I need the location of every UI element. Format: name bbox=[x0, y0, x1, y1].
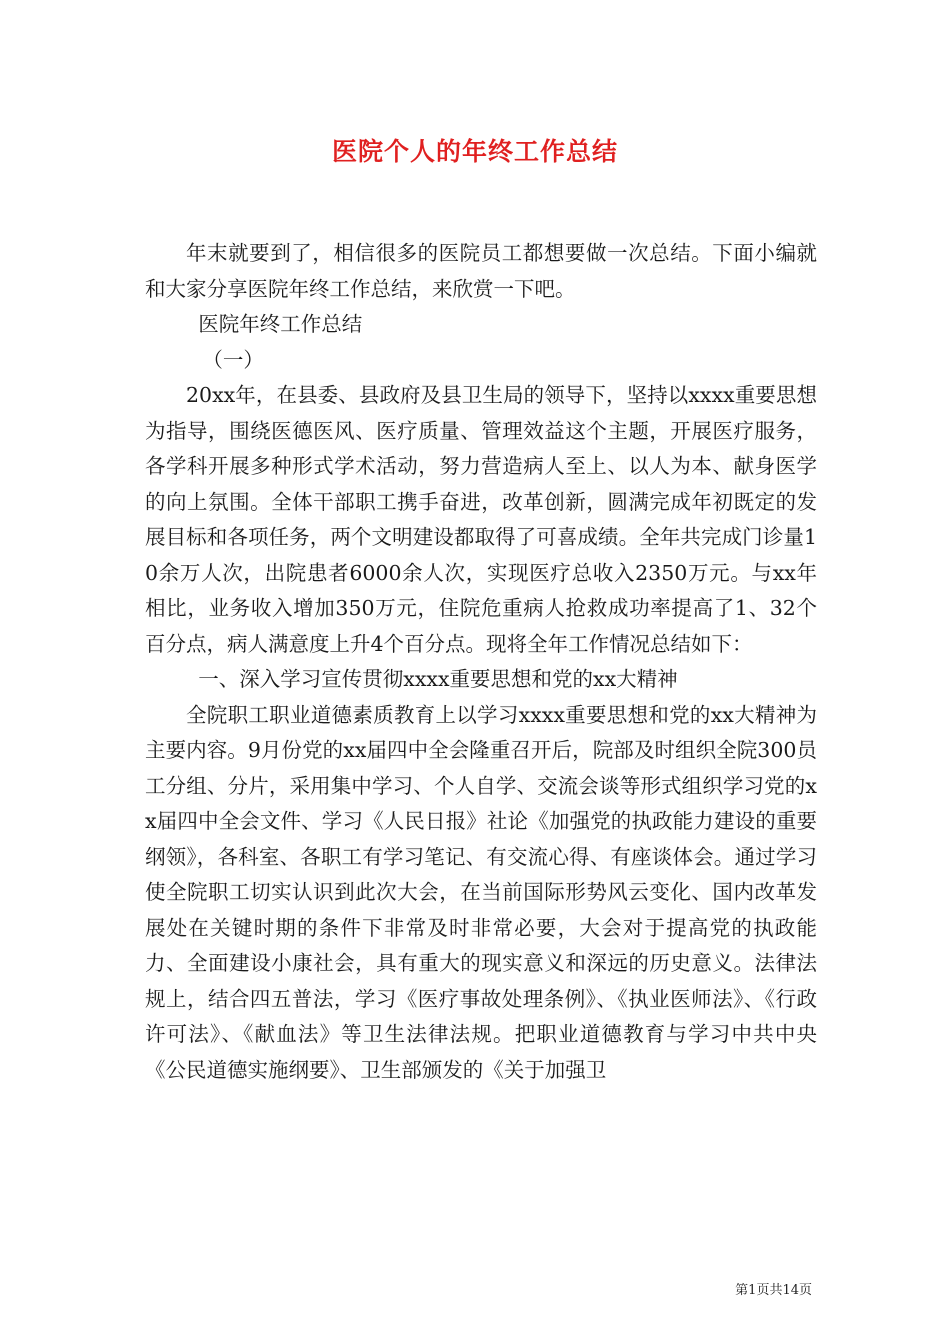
document-body bbox=[145, 236, 817, 1088]
subsection-number: （一） bbox=[202, 347, 264, 372]
item-heading: 一、深入学习宣传贯彻xxxx重要思想和党的xx大精神 bbox=[198, 667, 678, 691]
page-number: 第1页共14页 bbox=[735, 1283, 812, 1298]
summary-paragraph: 20xx年，在县委、县政府及县卫生局的领导下，坚持以xxxx重要思想为指导，围绕医德医风、医疗质量、管理效益这个主题，开展医疗服务，各学科开展多种形式学术活动，努力营造病人至上、以人为本、献身医学的向上氛围。全体干部职工携手奋进，改革创新，圆满完成年初既定的发展目标和各项任务，两个文明建设都取得了可喜成绩。全年共完成门诊量10余万人次，出院患者6000余人次，实现医疗总收入2350万元。与xx年相比，业务收入增加350万元，住院危重病人抢救成功率提高了1、32个百分点，病人满意度上升4个百分点。现将全年工作情况总结如下： bbox=[145, 383, 817, 656]
intro-paragraph: 年末就要到了，相信很多的医院员工都想要做一次总结。下面小编就和大家分享医院年终工作总结，来欣赏一下吧。 bbox=[145, 241, 817, 301]
document-title: 医院个人的年终工作总结 bbox=[331, 137, 618, 166]
section-heading: 医院年终工作总结 bbox=[198, 312, 363, 336]
study-paragraph: 全院职工职业道德素质教育上以学习xxxx重要思想和党的xx大精神为主要内容。9月份党的xx届四中全会隆重召开后，院部及时组织全院300员工分组、分片，采用集中学习、个人自学、交流会谈等形式组织学习党的xx届四中全会文件、学习《人民日报》社论《加强党的执政能力建设的重要纲领》，各科室、各职工有学习笔记、有交流心得、有座谈体会。通过学习使全院职工切实认识到此次大会，在当前国际形势风云变化、国内改革发展处在关键时期的条件下非常及时非常必要，大会对于提高党的执政能力、全面建设小康社会，具有重大的现实意义和深远的历史意义。法律法规上，结合四五普法，学习《医疗事故处理条例》、《执业医师法》、《行政许可法》、《献血法》等卫生法律法规。把职业道德教育与学习中共中央《公民道德实施纲要》、卫生部颁发的《关于加强卫 bbox=[145, 702, 817, 1082]
